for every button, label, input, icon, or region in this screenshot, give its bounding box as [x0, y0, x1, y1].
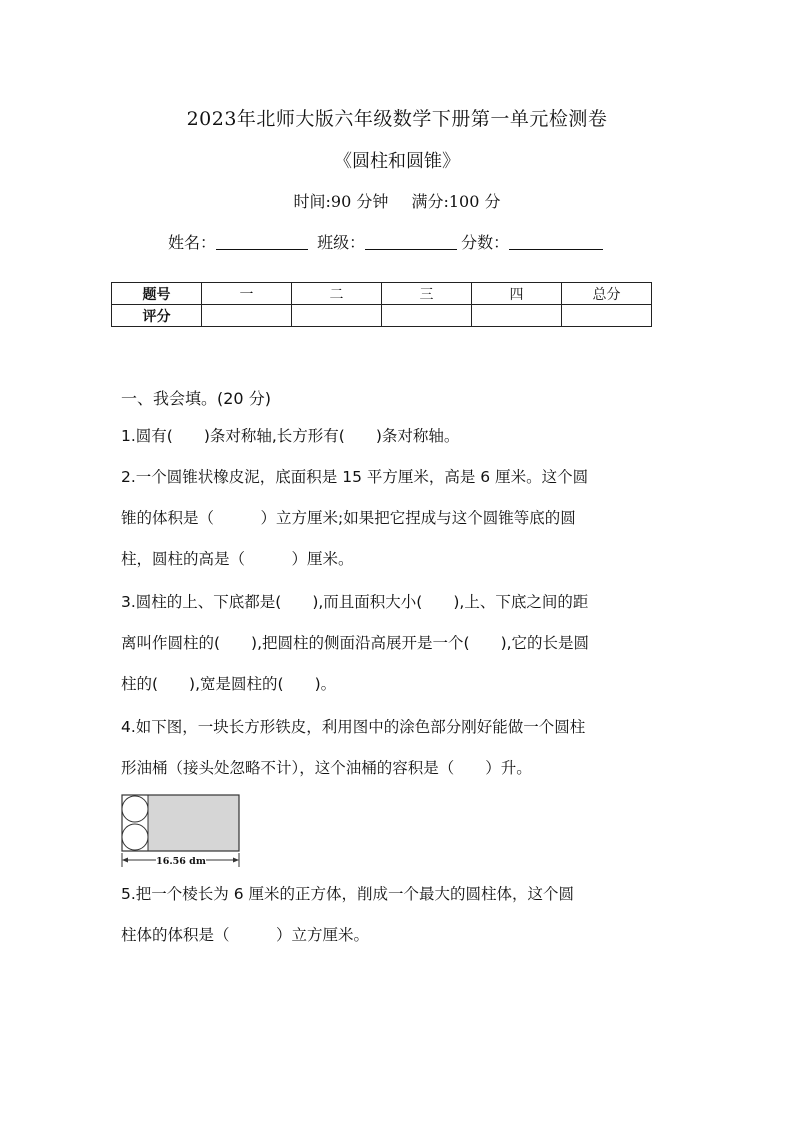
score-label: 分数： — [461, 233, 510, 252]
question-line: 3.圆柱的上、下底都是( ),而且面积大小( ),上、下底之间的距 — [121, 593, 589, 611]
score-table-header: 三 — [382, 283, 472, 305]
score-table-header: 一 — [202, 283, 292, 305]
question-line: 4.如下图，一块长方形铁皮，利用图中的涂色部分刚好能做一个圆柱 — [121, 718, 586, 736]
exam-full-score: 满分:100 分 — [411, 192, 501, 211]
question-line: 柱，圆柱的高是（ ）厘米。 — [121, 550, 354, 568]
score-table-header: 二 — [292, 283, 382, 305]
question-line: 5.把一个棱长为 6 厘米的正方体，削成一个最大的圆柱体，这个圆 — [121, 885, 575, 903]
score-blank[interactable] — [509, 233, 603, 250]
class-blank[interactable] — [365, 233, 457, 250]
exam-info — [0, 189, 794, 212]
score-cell[interactable] — [202, 305, 292, 327]
sheet-figure — [120, 793, 246, 868]
score-table-header: 题号 — [112, 283, 202, 305]
question-3 — [121, 582, 681, 705]
score-cell[interactable] — [472, 305, 562, 327]
dimension-label: 16.56 dm — [156, 856, 206, 867]
score-table-row — [112, 305, 652, 327]
page-subtitle: 《圆柱和圆锥》 — [334, 151, 460, 172]
question-line: 柱体的体积是（ ）立方厘米。 — [121, 926, 370, 944]
score-cell[interactable] — [562, 305, 652, 327]
question-2 — [121, 457, 681, 580]
question-5 — [121, 874, 681, 956]
top-circle — [122, 796, 148, 822]
bottom-circle — [122, 824, 148, 850]
arrow-left-icon — [122, 858, 128, 863]
page-title: 2023年北师大版六年级数学下册第一单元检测卷 — [186, 108, 608, 130]
score-cell[interactable] — [382, 305, 472, 327]
question-line: 2.一个圆锥状橡皮泥，底面积是 15 平方厘米，高是 6 厘米。这个圆 — [121, 468, 589, 486]
section-title: 一、我会填。(20 分) — [121, 389, 271, 408]
question-line: 离叫作圆柱的( ),把圆柱的侧面沿高展开是一个( ),它的长是圆 — [121, 634, 590, 652]
class-label: 班级： — [317, 233, 366, 252]
question-line: 1.圆有( )条对称轴,长方形有( )条对称轴。 — [121, 427, 460, 445]
student-info-line — [168, 230, 603, 253]
score-table-header-row — [112, 283, 652, 305]
question-line: 柱的( ),宽是圆柱的( )。 — [121, 675, 337, 693]
score-table-header: 总分 — [562, 283, 652, 305]
score-cell[interactable] — [292, 305, 382, 327]
score-table-header: 四 — [472, 283, 562, 305]
name-label: 姓名： — [168, 233, 217, 252]
question-4 — [121, 707, 681, 789]
question-line: 形油桶（接头处忽略不计），这个油桶的容积是（ ）升。 — [121, 759, 532, 777]
arrow-right-icon — [233, 858, 239, 863]
question-line: 锥的体积是（ ）立方厘米;如果把它捏成与这个圆锥等底的圆 — [121, 509, 576, 527]
score-table — [111, 282, 652, 327]
question-1 — [121, 416, 681, 457]
exam-time: 时间:90 分钟 — [293, 192, 389, 211]
shaded-rectangle — [148, 795, 239, 851]
score-row-label: 评分 — [112, 305, 202, 327]
name-blank[interactable] — [216, 233, 308, 250]
